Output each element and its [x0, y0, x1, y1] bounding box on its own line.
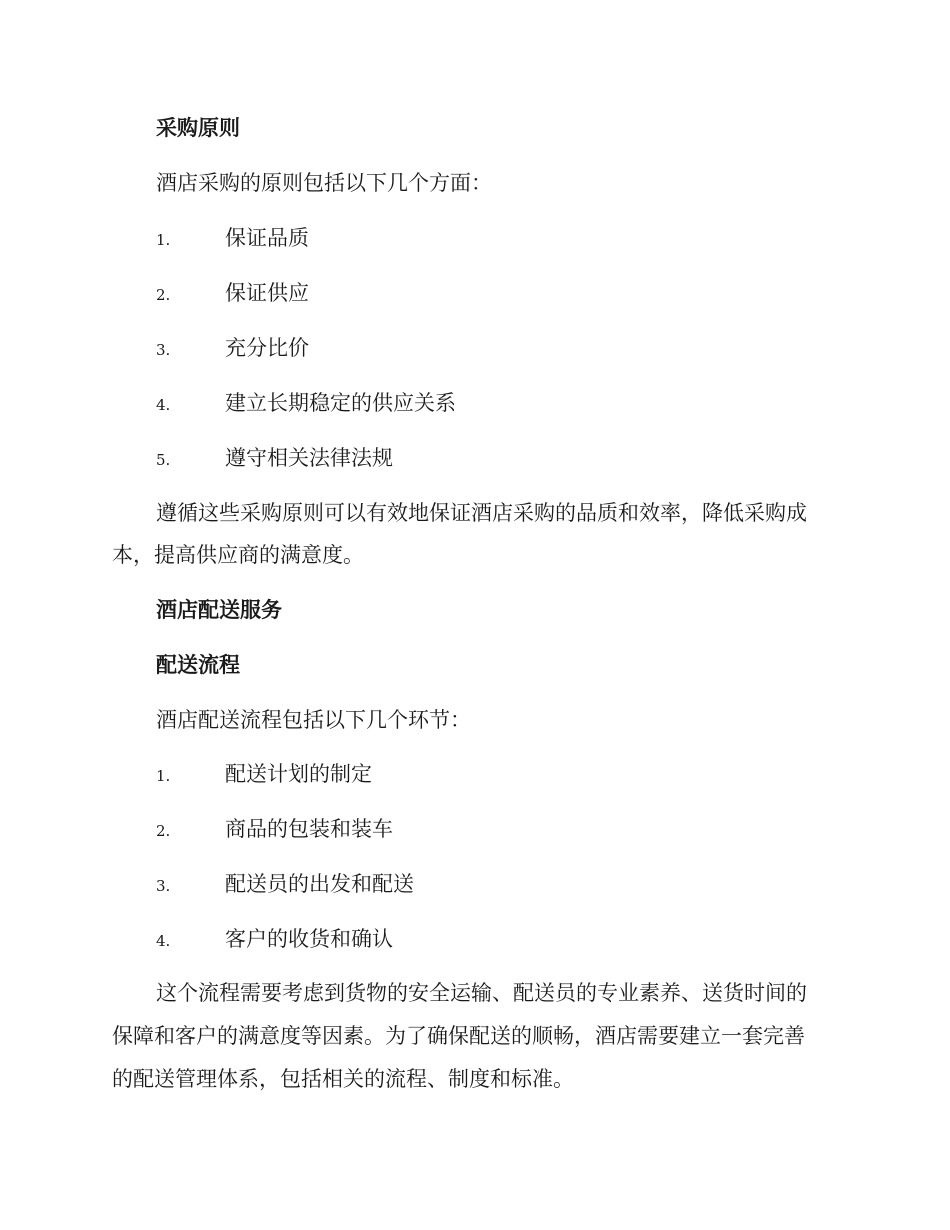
procurement-summary-line-1: 遵循这些采购原则可以有效地保证酒店采购的品质和效率，降低采购成: [156, 501, 807, 525]
list-item: [0, 389, 950, 417]
list-item: [0, 444, 950, 472]
list-item: [0, 334, 950, 362]
procurement-intro: 酒店采购的原则包括以下几个方面：: [156, 171, 492, 195]
section-heading-delivery-service: 酒店配送服务: [156, 598, 282, 622]
list-item-text: 保证供应: [225, 281, 309, 305]
list-item-number: 3.: [156, 877, 171, 895]
procurement-summary-line-2: 本，提高供应商的满意度。: [112, 543, 364, 567]
list-item: [0, 224, 950, 252]
list-item: [0, 870, 950, 898]
section-heading-delivery-process: 配送流程: [156, 653, 240, 677]
list-item-number: 1.: [156, 767, 171, 785]
list-item-text: 配送员的出发和配送: [225, 872, 414, 896]
list-item-text: 商品的包装和装车: [225, 817, 393, 841]
list-item-text: 建立长期稳定的供应关系: [225, 391, 456, 415]
list-item-number: 4.: [156, 396, 171, 414]
delivery-summary-line-3: 的配送管理体系，包括相关的流程、制度和标准。: [112, 1067, 574, 1091]
list-item-text: 充分比价: [225, 336, 309, 360]
delivery-summary-line-2: 保障和客户的满意度等因素。为了确保配送的顺畅，酒店需要建立一套完善: [112, 1024, 805, 1048]
list-item: [0, 279, 950, 307]
list-item-number: 4.: [156, 932, 171, 950]
list-item-text: 保证品质: [225, 226, 309, 250]
list-item: [0, 925, 950, 953]
list-item-text: 遵守相关法律法规: [225, 446, 393, 470]
list-item-text: 客户的收货和确认: [225, 927, 393, 951]
section-heading-procurement-principles: 采购原则: [156, 116, 240, 140]
list-item-number: 3.: [156, 341, 171, 359]
list-item: [0, 760, 950, 788]
list-item-text: 配送计划的制定: [225, 762, 372, 786]
delivery-summary-line-1: 这个流程需要考虑到货物的安全运输、配送员的专业素养、送货时间的: [156, 981, 807, 1005]
list-item: [0, 815, 950, 843]
delivery-intro: 酒店配送流程包括以下几个环节：: [156, 708, 471, 732]
list-item-number: 1.: [156, 231, 171, 249]
list-item-number: 5.: [156, 451, 171, 469]
list-item-number: 2.: [156, 286, 171, 304]
list-item-number: 2.: [156, 822, 171, 840]
